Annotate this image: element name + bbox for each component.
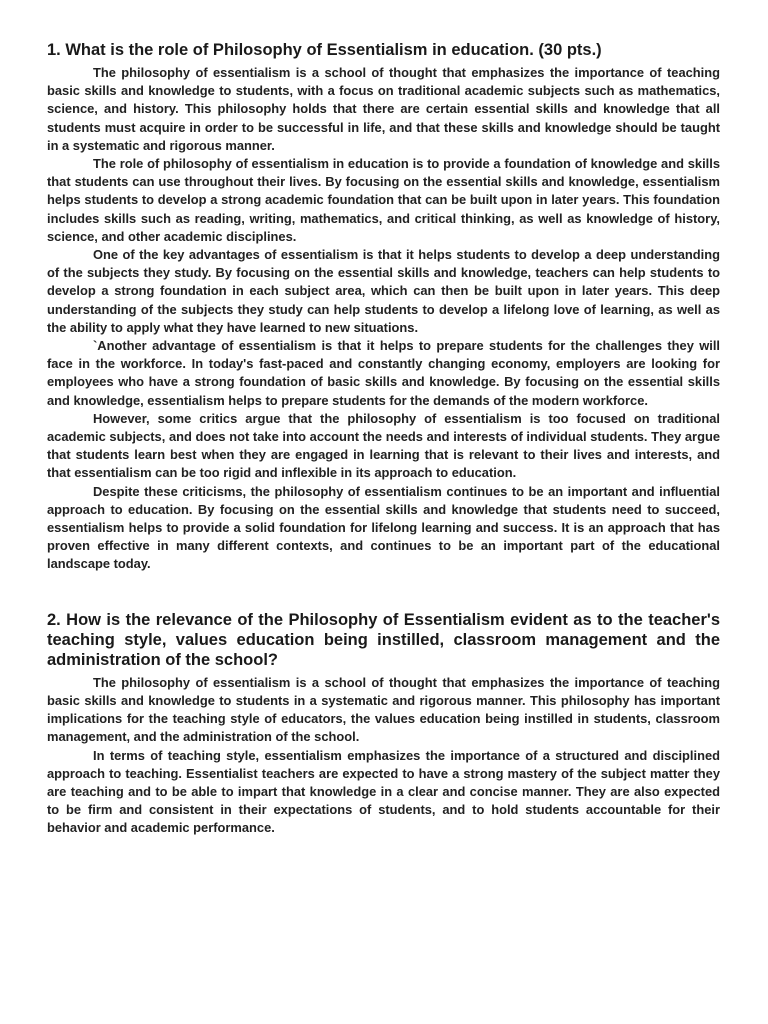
question-1-heading: 1. What is the role of Philosophy of Essentialism in education. (30 pts.) (47, 41, 602, 59)
question-1-paragraph-1: The philosophy of essentialism is a school of thought that emphasizes the importance of teaching basic skills and knowledge to students, with a focus on traditional academic subjects such as mathematics, science, and history. This philosophy holds that there are certain essential skills and knowledge that all students must acquire in order to be successful in life, and that these skills and knowledge should be taught in a systematic and rigorous manner. (47, 65, 720, 153)
question-1-paragraph-3: One of the key advantages of essentialism is that it helps students to develop a deep understanding of the subjects they study. By focusing on the essential skills and knowledge, teachers can help students to develop a strong foundation in each subject area, which can then be built upon in later years. This deep understanding of the subjects they study can help students to develop a lifelong love of learning, as well as the ability to apply what they have learned to new situations. (47, 247, 720, 335)
document-page (47, 40, 720, 838)
question-2-paragraph-2: In terms of teaching style, essentialism emphasizes the importance of a structured and disciplined approach to teaching. Essentialist teachers are expected to have a strong mastery of the subject matter they are teaching and to be able to impart that knowledge in a clear and concise manner. They are also expected to be firm and consistent in their expectations of students, and to hold students accountable for their behavior and academic performance. (47, 747, 720, 836)
question-2-section (47, 610, 720, 838)
question-1-paragraph-6: Despite these criticisms, the philosophy of essentialism continues to be an important and influential approach to education. By focusing on the essential skills and knowledge that students need to succeed, essentialism helps to provide a solid foundation for lifelong learning and success. It is an approach that has proven effective in many different contexts, and continues to be an important part of the educational landscape today. (47, 483, 720, 572)
question-1-paragraph-2: The role of philosophy of essentialism in education is to provide a foundation of knowledge and skills that students can use throughout their lives. By focusing on the essential skills and knowledge, essentialism helps students to develop a strong academic foundation that can be built upon in later years. This foundation includes skills such as reading, writing, mathematics, and critical thinking, as well as knowledge of history, science, and other academic disciplines. (47, 156, 720, 244)
question-2-heading: 2. How is the relevance of the Philosophy of Essentialism evident as to the teacher's teaching style, values education being instilled, classroom management and the administration of the school? (47, 610, 720, 669)
question-2-paragraph-1: The philosophy of essentialism is a school of thought that emphasizes the importance of teaching basic skills and knowledge to students in a systematic and rigorous manner. This philosophy has important implications for the teaching style of educators, the values education being instilled in students, classroom management, and the administration of the school. (47, 674, 720, 745)
question-1-section (47, 40, 720, 574)
question-1-paragraph-5: However, some critics argue that the philosophy of essentialism is too focused on traditional academic subjects, and does not take into account the needs and interests of individual students. They argue that students learn best when they are engaged in learning that is relevant to their lives and interests, and that essentialism can be too rigid and inflexible in its approach to education. (47, 410, 720, 481)
question-1-paragraph-4: `Another advantage of essentialism is that it helps to prepare students for the challenges they will face in the workforce. In today's fast-paced and constantly changing economy, employers are looking for employees who have a strong foundation of basic skills and knowledge. By focusing on the essential skills and knowledge, essentialism helps to prepare students for the demands of the modern workforce. (47, 338, 720, 408)
